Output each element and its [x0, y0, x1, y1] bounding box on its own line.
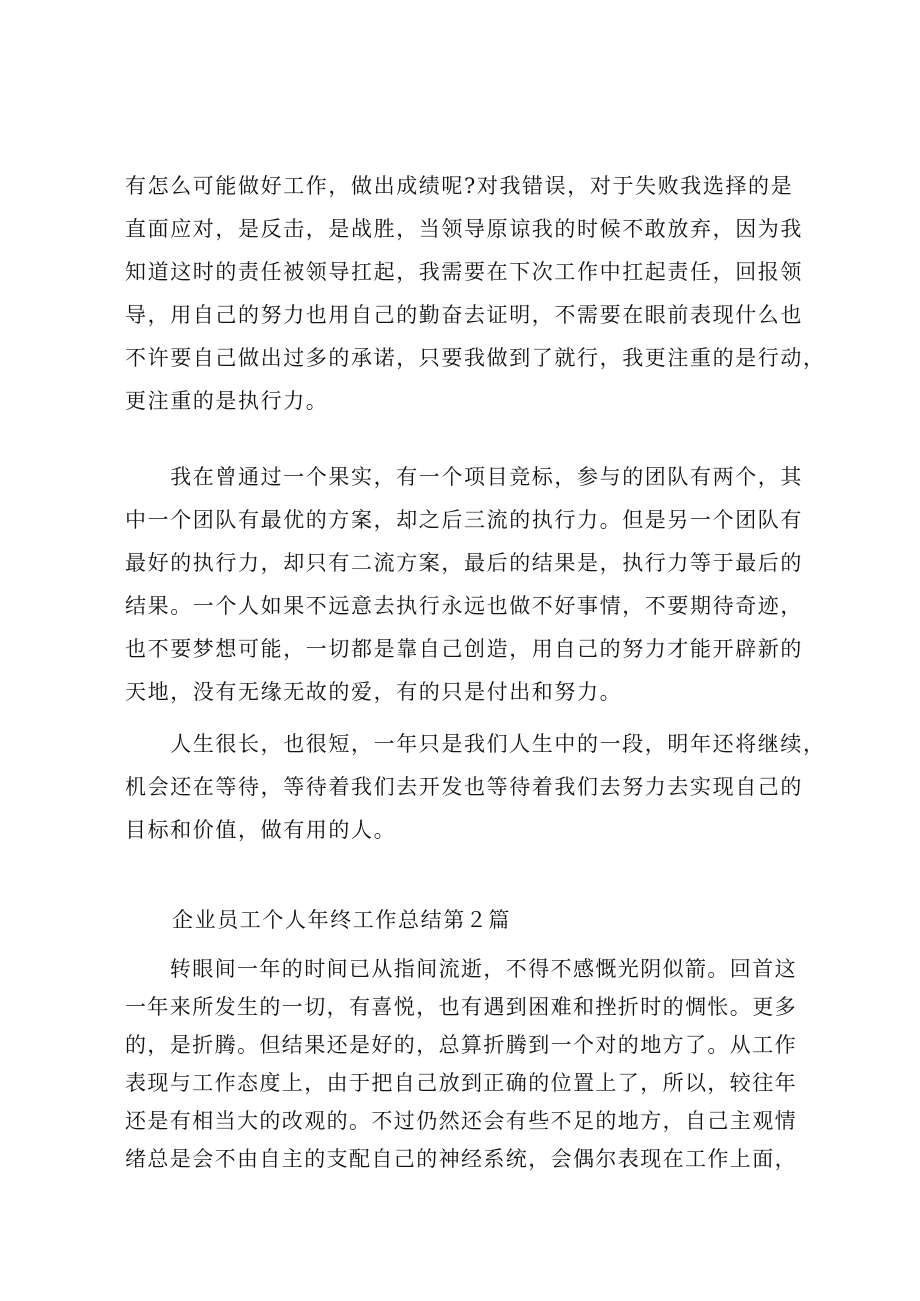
text-line: 机会还在等待，等待着我们去开发也等待着我们去努力去实现自己的	[125, 775, 803, 799]
text-line: 一年来所发生的一切，有喜悦，也有遇到困难和挫折时的惆怅。更多	[125, 995, 797, 1019]
paragraph-3	[125, 723, 825, 852]
text-line: 直面应对，是反击，是战胜，当领导原谅我的时候不敢放弃，因为我	[125, 217, 803, 241]
text-line: 还是有相当大的改观的。不过仍然还会有些不足的地方，自己主观情	[125, 1109, 797, 1133]
text-line: 表现与工作态度上，由于把自己放到正确的位置上了，所以，较往年	[125, 1071, 797, 1095]
text-line: 绪总是会不由自主的支配自己的神经系统，会偶尔表现在工作上面，	[125, 1147, 797, 1171]
text-line: 目标和价值，做有用的人。	[125, 818, 397, 842]
text-line: 有怎么可能做好工作，做出成绩呢?对我错误，对于失败我选择的是	[125, 174, 794, 198]
section-heading	[172, 905, 872, 935]
text-line: 天地，没有无缘无故的爱，有的只是付出和努力。	[125, 680, 623, 704]
paragraph-2	[125, 456, 825, 714]
heading-text: 企业员工个人年终工作总结第２篇	[172, 908, 511, 932]
paragraph-1	[125, 165, 825, 423]
text-line: 也不要梦想可能，一切都是靠自己创造，用自己的努力才能开辟新的	[125, 637, 803, 661]
text-line: 我在曾通过一个果实，有一个项目竞标，参与的团队有两个，其	[125, 465, 803, 489]
text-line: 中一个团队有最优的方案，却之后三流的执行力。但是另一个团队有	[125, 508, 803, 532]
text-line: 的，是折腾。但结果还是好的，总算折腾到一个对的地方了。从工作	[125, 1033, 797, 1057]
text-line: 导，用自己的努力也用自己的勤奋去证明，不需要在眼前表现什么也	[125, 303, 803, 327]
text-line: 最好的执行力，却只有二流方案，最后的结果是，执行力等于最后的	[125, 551, 803, 575]
text-line: 人生很长，也很短，一年只是我们人生中的一段，明年还将继续，	[125, 732, 826, 756]
text-line: 结果。一个人如果不远意去执行永远也做不好事情，不要期待奇迹，	[125, 594, 803, 618]
paragraph-4	[125, 950, 825, 1178]
text-line: 知道这时的责任被领导扛起，我需要在下次工作中扛起责任，回报领	[125, 260, 803, 284]
text-line: 更注重的是执行力。	[125, 389, 329, 413]
text-line: 转眼间一年的时间已从指间流逝，不得不感慨光阴似箭。回首这	[125, 957, 797, 981]
text-line: 不许要自己做出过多的承诺，只要我做到了就行，我更注重的是行动，	[125, 346, 826, 370]
